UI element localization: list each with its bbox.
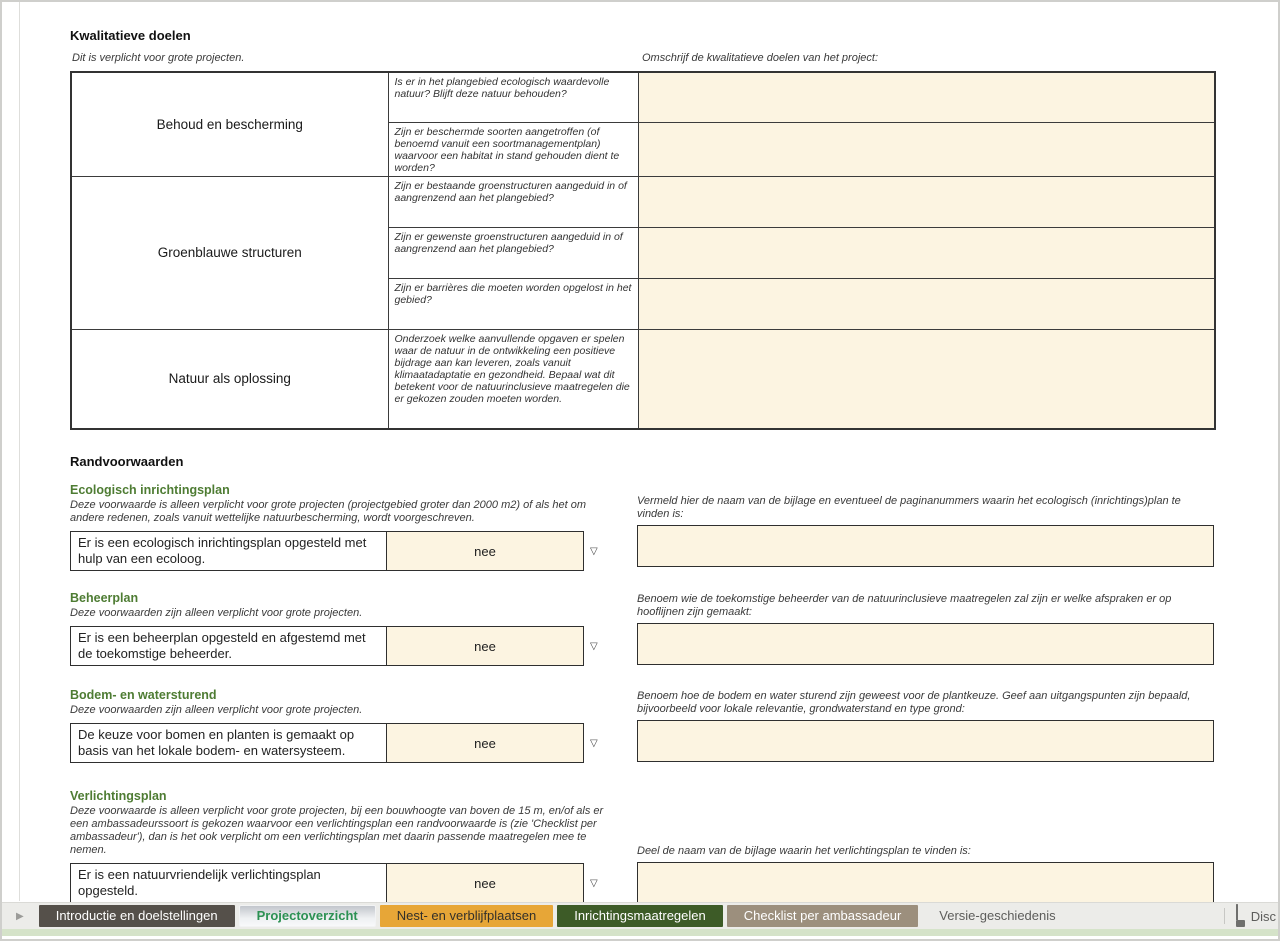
kwalitatieve-doelen-table: [70, 71, 1216, 430]
group-label-natuur-oplossing: Natuur als oplossing: [71, 329, 388, 429]
subsection-heading: Ecologisch inrichtingsplan: [70, 483, 230, 497]
tab-scroll-right-icon[interactable]: ▶: [16, 910, 24, 922]
kwalitatieve-note-row: [70, 52, 1216, 66]
section-verlichtingsplan: [70, 789, 1216, 904]
tab-introductie-en-doelstellingen[interactable]: Introductie en doelstellingen: [39, 905, 235, 927]
input-cell-beheerplan[interactable]: [637, 623, 1214, 665]
question-cell: Zijn er beschermde soorten aangetroffen (of benoemd vanuit een soortmanagementplan) waarvoor een habitat in stand gehouden dient te worden?: [388, 122, 638, 176]
right-prompt: Benoem hoe de bodem en water sturend zijn geweest voor de plantkeuze. Geef aan uitgangspunten zijn bepaald, bijvoorbeeld voor lokale relevantie, grondwaterstand en type grond:: [637, 690, 1191, 715]
tab-inrichtingsmaatregelen[interactable]: Inrichtingsmaatregelen: [557, 905, 723, 927]
dropdown-arrow-icon[interactable]: ▽: [590, 640, 598, 652]
section-title-randvoorwaarden: Randvoorwaarden: [70, 454, 184, 469]
dropdown-beheerplan[interactable]: nee: [387, 626, 584, 666]
question-cell: Is er in het plangebied ecologisch waardevolle natuur? Blijft deze natuur behouden?: [388, 72, 638, 122]
right-prompt: Benoem wie de toekomstige beheerder van de natuurinclusieve maatregelen zal zijn er welke afspraken er op hooflijnen zijn gemaakt:: [637, 593, 1172, 618]
dropdown-ecologisch[interactable]: nee: [387, 531, 584, 571]
tab-projectoverzicht[interactable]: Projectoverzicht: [239, 905, 376, 927]
tab-disclaimer[interactable]: [1236, 905, 1278, 927]
sheet-left-gridline: [19, 2, 20, 901]
statement-cell: Er is een natuurvriendelijk verlichtingsplan opgesteld.: [70, 863, 387, 903]
answer-cell[interactable]: [638, 122, 1215, 176]
tab-disclaimer-label: Disc: [1250, 908, 1276, 924]
answer-cell[interactable]: [638, 227, 1215, 278]
subsection-note: Deze voorwaarde is alleen verplicht voor grote projecten, bij een bouwhoogte van boven de 15 m, en/of als er een ambassadeurssoort is gekozen waarvoor een verlichtingsplan een randvoorwaarde is (zie 'Checklist per ambassadeur'), dan is het ook verplicht om een verlichtingsplan met daarin passende maatregelen mee te nemen.: [70, 805, 604, 856]
tab-checklist-per-ambassadeur[interactable]: Checklist per ambassadeur: [727, 905, 919, 927]
group-label-behoud: Behoud en bescherming: [71, 72, 388, 176]
question-cell: Zijn er barrières die moeten worden opgelost in het gebied?: [388, 278, 638, 329]
statement-cell: Er is een beheerplan opgesteld en afgestemd met de toekomstige beheerder.: [70, 626, 387, 666]
tab-nest-en-verblijfplaatsen[interactable]: Nest- en verblijfplaatsen: [380, 905, 553, 927]
subsection-heading: Verlichtingsplan: [70, 789, 167, 803]
dropdown-arrow-icon[interactable]: ▽: [590, 877, 598, 889]
sheet-tab-bar: [2, 902, 1278, 929]
dropdown-arrow-icon[interactable]: ▽: [590, 737, 598, 749]
dropdown-bodem-water[interactable]: nee: [387, 723, 584, 763]
question-cell: Zijn er gewenste groenstructuren aangeduid in of aangrenzend aan het plangebied?: [388, 227, 638, 278]
question-cell: Zijn er bestaande groenstructuren aangeduid in of aangrenzend aan het plangebied?: [388, 176, 638, 227]
input-cell-verlichtingsplan[interactable]: [637, 862, 1214, 904]
question-cell: Onderzoek welke aanvullende opgaven er spelen waar de natuur in de ontwikkeling een positieve bijdrage aan kan leveren, zoals vanuit klimaatadaptatie en gezondheid. Bepaal wat dit betekent voor de natuurinclusieve maatregelen die er gekozen zouden moeten worden.: [388, 329, 638, 429]
right-prompt: Deel de naam van de bijlage waarin het verlichtingsplan te vinden is:: [637, 845, 971, 857]
section-beheerplan: [70, 591, 1216, 666]
bottom-green-strip: [2, 929, 1278, 936]
answer-cell[interactable]: [638, 278, 1215, 329]
right-prompt: Vermeld hier de naam van de bijlage en eventueel de paginanummers waarin het ecologisch (inrichtings)plan te vinden is:: [637, 495, 1181, 520]
answer-cell[interactable]: [638, 72, 1215, 122]
subsection-note: Deze voorwaarde is alleen verplicht voor grote projecten (projectgebied groter dan 2000 m2) of als het om andere redenen, zoals vanuit wettelijke natuurbescherming, wordt voorgeschreven.: [70, 499, 587, 524]
statement-cell: De keuze voor bomen en planten is gemaakt op basis van het lokale bodem- en watersysteem.: [70, 723, 387, 763]
statement-cell: Er is een ecologisch inrichtingsplan opgesteld met hulp van een ecoloog.: [70, 531, 387, 571]
kwalitatieve-right-prompt: Omschrijf de kwalitatieve doelen van het project:: [642, 52, 879, 64]
answer-cell[interactable]: [638, 176, 1215, 227]
dropdown-verlichtingsplan[interactable]: nee: [387, 863, 584, 903]
tab-versie-geschiedenis[interactable]: Versie-geschiedenis: [939, 908, 1056, 923]
section-title-kwalitatieve-doelen: Kwalitatieve doelen: [70, 28, 191, 43]
dropdown-arrow-icon[interactable]: ▽: [590, 545, 598, 557]
subsection-note: Deze voorwaarden zijn alleen verplicht voor grote projecten.: [70, 607, 363, 619]
subsection-heading: Beheerplan: [70, 591, 139, 605]
subsection-note: Deze voorwaarden zijn alleen verplicht voor grote projecten.: [70, 704, 363, 716]
group-label-groenblauw: Groenblauwe structuren: [71, 176, 388, 329]
lock-icon: [1236, 905, 1245, 927]
section-ecologisch-inrichtingsplan: [70, 483, 1216, 571]
tab-separator: [1224, 908, 1225, 924]
subsection-heading: Bodem- en watersturend: [70, 688, 217, 702]
sheet-content: [70, 28, 1216, 904]
answer-cell[interactable]: [638, 329, 1215, 429]
input-cell-ecologisch[interactable]: [637, 525, 1214, 567]
input-cell-bodem-water[interactable]: [637, 720, 1214, 762]
section-bodem-watersturend: [70, 688, 1216, 763]
kwalitatieve-note: Dit is verplicht voor grote projecten.: [72, 52, 245, 64]
